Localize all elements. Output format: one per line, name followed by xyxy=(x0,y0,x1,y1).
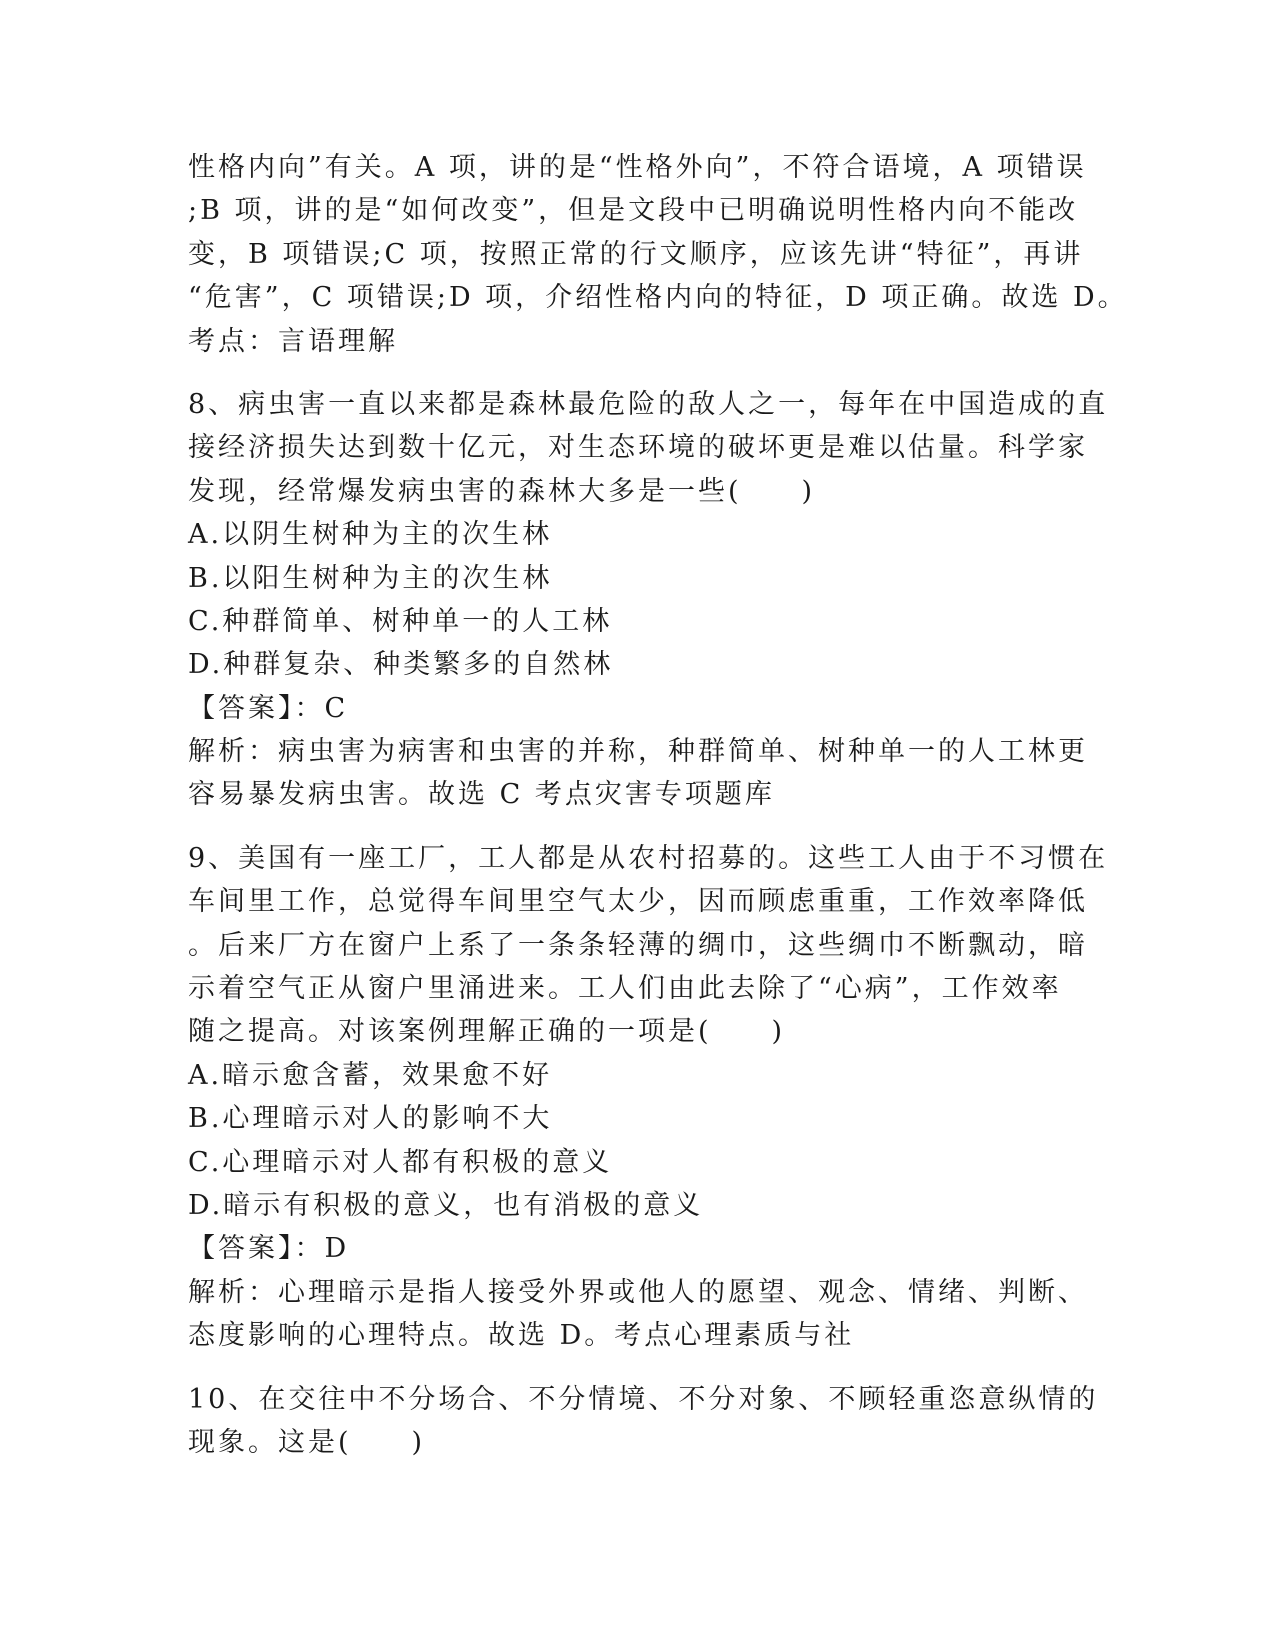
knowledge-point: 考点：言语理解 xyxy=(188,325,398,357)
question-10 xyxy=(188,1378,1099,1465)
explanation: 容易暴发病虫害。故选 C 考点灾害专项题库 xyxy=(188,779,775,811)
text-line: 变，B 项错误;C 项，按照正常的行文顺序，应该先讲“特征”，再讲 xyxy=(188,238,1084,270)
text-line: “危害”，C 项错误;D 项，介绍性格内向的特征，D 项正确。故选 D。 xyxy=(188,282,1128,314)
question-stem: 车间里工作，总觉得车间里空气太少，因而顾虑重重，工作效率降低 xyxy=(188,886,1088,918)
option-c: C.种群简单、树种单一的人工林 xyxy=(188,605,613,637)
option-d: D.种群复杂、种类繁多的自然林 xyxy=(188,649,614,681)
explanation: 解析：病虫害为病害和虫害的并称，种群简单、树种单一的人工林更 xyxy=(188,736,1088,768)
question-stem: 随之提高。对该案例理解正确的一项是( ) xyxy=(188,1016,786,1048)
option-b: B.心理暗示对人的影响不大 xyxy=(188,1103,553,1135)
question-stem: 8、病虫害一直以来都是森林最危险的敌人之一，每年在中国造成的直 xyxy=(188,388,1109,420)
question-stem: 10、在交往中不分场合、不分情境、不分对象、不顾轻重恣意纵情的 xyxy=(188,1383,1099,1415)
intro-explanation xyxy=(188,146,1128,363)
question-stem: 现象。这是( ) xyxy=(188,1426,426,1458)
option-a: A.以阴生树种为主的次生林 xyxy=(188,519,553,551)
question-stem: 。后来厂方在窗户上系了一条条轻薄的绸巾，这些绸巾不断飘动，暗 xyxy=(188,929,1088,961)
question-stem: 发现，经常爆发病虫害的森林大多是一些( ) xyxy=(188,475,816,507)
question-9 xyxy=(188,837,1109,1358)
option-d: D.暗示有积极的意义，也有消极的意义 xyxy=(188,1189,704,1221)
question-stem: 接经济损失达到数十亿元，对生态环境的破坏更是难以估量。科学家 xyxy=(188,432,1088,464)
answer: 【答案】：D xyxy=(188,1233,350,1265)
question-stem: 示着空气正从窗户里涌进来。工人们由此去除了“心病”，工作效率 xyxy=(188,973,1062,1005)
option-c: C.心理暗示对人都有积极的意义 xyxy=(188,1146,613,1178)
question-8 xyxy=(188,383,1109,817)
document-page xyxy=(188,146,1128,1464)
option-a: A.暗示愈含蓄，效果愈不好 xyxy=(188,1059,553,1091)
explanation: 态度影响的心理特点。故选 D。考点心理素质与社 xyxy=(188,1320,855,1352)
question-stem: 9、美国有一座工厂，工人都是从农村招募的。这些工人由于不习惯在 xyxy=(188,842,1109,874)
answer: 【答案】：C xyxy=(188,692,349,724)
explanation: 解析：心理暗示是指人接受外界或他人的愿望、观念、情绪、判断、 xyxy=(188,1276,1088,1308)
text-line: ;B 项，讲的是“如何改变”，但是文段中已明确说明性格内向不能改 xyxy=(188,195,1079,227)
option-b: B.以阳生树种为主的次生林 xyxy=(188,562,553,594)
text-line: 性格内向”有关。A 项，讲的是“性格外向”，不符合语境，A 项错误 xyxy=(188,152,1087,183)
